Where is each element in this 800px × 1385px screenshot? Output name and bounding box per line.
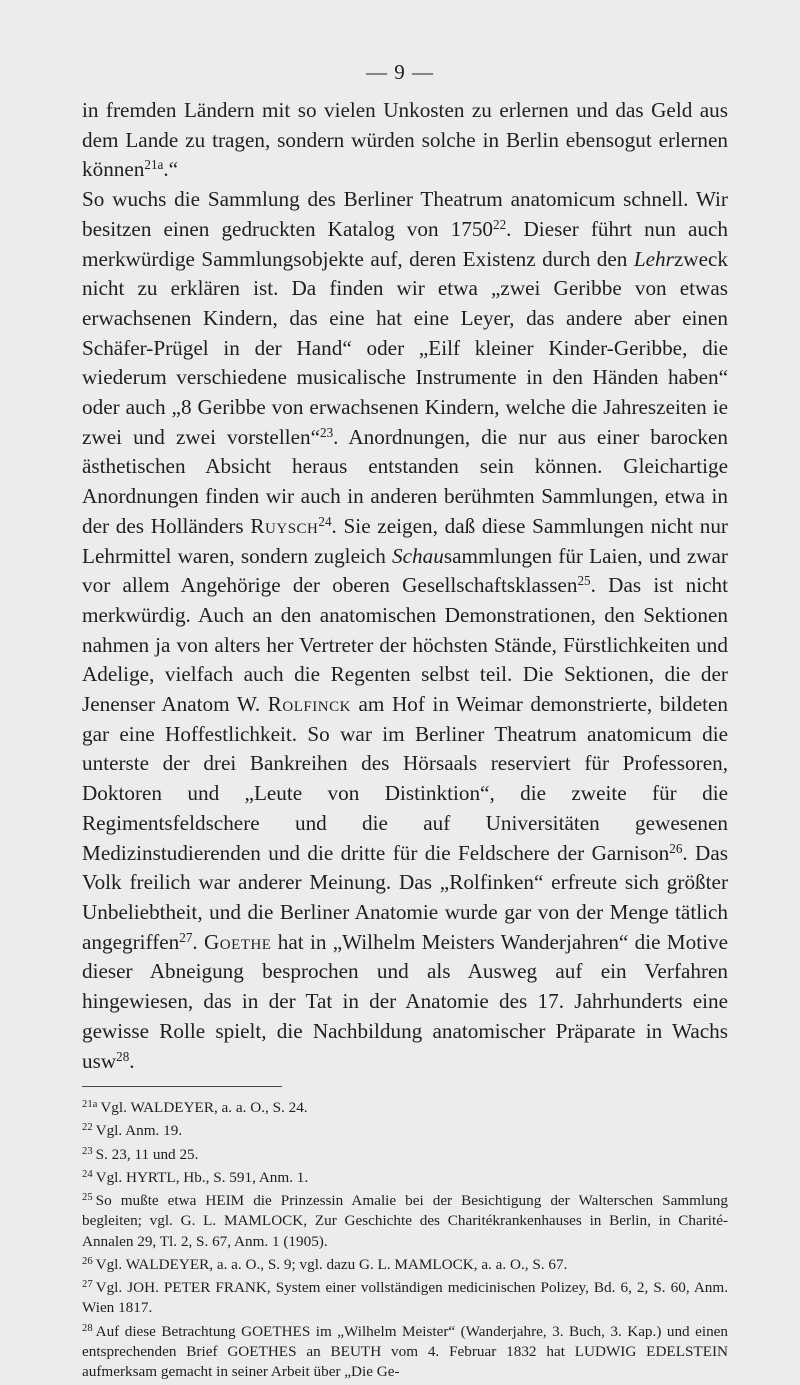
footnote-number: 27: [82, 1279, 93, 1291]
text-run: .: [192, 929, 204, 954]
footnote: [82, 1165, 728, 1188]
footnote-text: S. 23, 11 und 25.: [95, 1145, 199, 1163]
footnote-number: 23: [82, 1145, 93, 1157]
footnote-text: Vgl. HYRTL, Hb., S. 591, Anm. 1.: [95, 1168, 309, 1186]
footnote: [82, 1319, 728, 1383]
text-run: . Das ist nicht merkwürdig. Auch an den anatomischen Demonstrationen, den Sektionen nahmen ja von alters her Vertreter der höchsten Stände, Fürstlichkeiten und Adelige, vielfach auch die Regenten selbst teil. Die Sektionen, die der Jenenser Anatom W.: [82, 573, 728, 717]
page-number: — 9 —: [366, 60, 434, 84]
footnote-number: 21a: [82, 1099, 98, 1111]
text-run: . Anordnungen, die nur aus einer barocken ästhetischen Absicht heraus entstanden sein können. Gleichartige Anordnungen finden wir auch in anderen berühmten Sammlungen, etwa in der des Holländers: [82, 424, 728, 538]
footnote-text: Vgl. JOH. PETER FRANK, System einer vollständigen medicinischen Polizey, Bd. 6, 2, S. 60, Anm. Wien 1817.: [82, 1278, 728, 1317]
footnote-ref: 22: [493, 216, 507, 232]
footnote-ref: 25: [577, 573, 591, 589]
author-name: Goethe: [204, 929, 272, 954]
text-run: sammlungen für Laien, und zwar vor allem Angehörige der oberen Gesellschaftsklassen: [82, 543, 728, 598]
footnote-text: Vgl. WALDEYER, a. a. O., S. 9; vgl. dazu G. L. MAMLOCK, a. a. O., S. 67.: [95, 1255, 568, 1273]
text-run: in fremden Ländern mit so vielen Unkosten zu erlernen und das Geld aus dem Lande zu tragen, sondern würden solche in Berlin ebensogut erlernen können: [82, 98, 728, 182]
footnote-separator: [82, 1086, 282, 1087]
footnote-number: 24: [82, 1168, 93, 1180]
footnote: [82, 1118, 728, 1141]
footnote-text: Vgl. Anm. 19.: [95, 1122, 183, 1140]
author-name: Ruysch: [250, 513, 319, 538]
footnote: [82, 1252, 728, 1275]
paragraph-2: [82, 185, 728, 1076]
text-run: am Hof in Weimar demonstrierte, bildeten gar eine Hoffestlichkeit. So war im Berliner Theatrum anatomicum die unterste der drei Bankreihen des Hörsaals reserviert für Professoren, Doktoren und „Leute von Distinktion“, die zweite für die Regimentsfeldschere und die auf Universitäten gewesenen Medizinstudierenden und die dritte für die Feldschere der Garnison: [82, 692, 728, 865]
footnote-number: 22: [82, 1122, 93, 1134]
text-run: .“: [163, 157, 179, 182]
emphasis: Lehr: [633, 246, 674, 271]
footnotes: [82, 1095, 728, 1383]
text-run: . Dieser führt nun auch merkwürdige Sammlungsobjekte auf, deren Existenz durch den: [82, 216, 728, 271]
text-run: . Das Volk freilich war anderer Meinung. Das „Rolfinken“ erfreute sich größter Unbeliebtheit, und die Berliner Anatomie wurde gar von der Menge tätlich angegriffen: [82, 840, 728, 954]
text-run: . Sie zeigen, daß diese Sammlungen nicht nur Lehrmittel waren, sondern zugleich: [82, 513, 728, 568]
text-run: hat in „Wilhelm Meisters Wanderjahren“ die Motive dieser Abneigung besprochen und als Ausweg auf ein Verfahren hingewiesen, das in der Tat in der Anatomie des 17. Jahrhunderts eine gewisse Rolle spielt, die Nachbildung anatomischer Präparate in Wachs usw: [82, 929, 729, 1073]
footnote: [82, 1095, 728, 1118]
footnote-ref: 26: [669, 840, 683, 856]
text-run: .: [129, 1048, 135, 1073]
footnote-number: 28: [82, 1322, 93, 1334]
footnote-ref: 24: [318, 513, 332, 529]
footnote: [82, 1142, 728, 1165]
paragraph-1: [82, 96, 728, 185]
footnote-ref: 27: [179, 929, 193, 945]
footnote-ref: 21a: [144, 157, 164, 173]
footnote-text: Vgl. WALDEYER, a. a. O., S. 24.: [100, 1098, 308, 1116]
footnote-ref: 28: [116, 1048, 130, 1064]
author-name: Rolfinck: [267, 692, 351, 717]
footnote-text: So mußte etwa HEIM die Prinzessin Amalie bei der Besichtigung der Walterschen Sammlung begleiten; vgl. G. L. MAMLOCK, Zur Geschichte des Charitékrankenhauses in Berlin, in Charité-Annalen 29, Tl. 2, S. 67, Anm. 1 (1905).: [82, 1191, 728, 1250]
footnote: [82, 1188, 728, 1252]
footnote-text: Auf diese Betrachtung GOETHES im „Wilhelm Meister“ (Wanderjahre, 3. Buch, 3. Kap.) und einen entsprechenden Brief GOETHES an BEUTH vom 4. Februar 1832 hat LUDWIG EDELSTEIN aufmerksam gemacht in seiner Arbeit über „Die Ge-: [82, 1322, 728, 1381]
text-run: So wuchs die Sammlung des Berliner Theatrum anatomicum schnell. Wir besitzen einen gedruckten Katalog von 1750: [82, 187, 728, 241]
footnote-ref: 23: [320, 424, 334, 440]
footnote-number: 26: [82, 1255, 93, 1267]
footnote: [82, 1275, 728, 1319]
main-text: [82, 96, 728, 1076]
text-run: zweck nicht zu erklären ist. Da finden wir etwa „zwei Geribbe von etwas erwachsenen Kindern, das eine hat eine Leyer, das andere aber einen Schäfer-Prügel in der Hand“ oder „Eilf kleiner Kinder-Geribbe, die wiederum verschiedene musicalische Instrumente in den Händen haben“ oder auch „8 Geribbe von erwachsenen Kindern, welche die Jahreszeiten ie zwei und zwei vorstellen“: [82, 246, 728, 449]
footnote-number: 25: [82, 1191, 93, 1203]
emphasis: Schau: [392, 543, 444, 568]
